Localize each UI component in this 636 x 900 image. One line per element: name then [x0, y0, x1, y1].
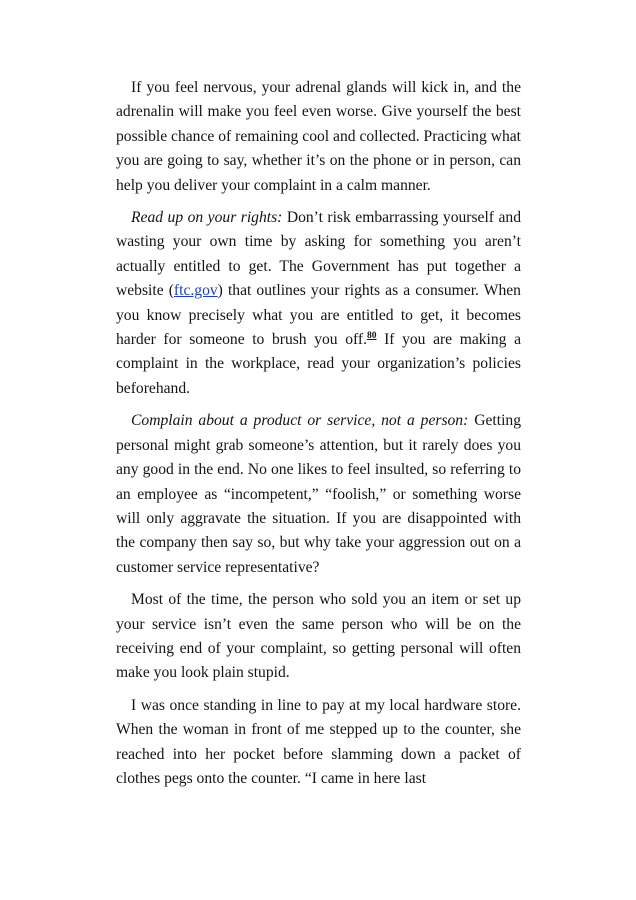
paragraph-lead-heading: Complain about a product or service, not a person:	[131, 412, 469, 430]
footnote-reference[interactable]: 80	[367, 330, 377, 341]
paragraph-hardware-store	[116, 694, 521, 792]
paragraph-text: I was once standing in line to pay at my local hardware store. When the woman in front of me stepped up to the counter, she reached into her pocket before slamming down a packet of clothes pegs onto the counter. “I came in here last	[116, 696, 521, 787]
paragraph-most-of-the-time	[116, 588, 521, 686]
paragraph-text: If you are making a complaint in the workplace, read your organization’s policies beforehand.	[116, 331, 521, 397]
paragraph-read-up-on-rights	[116, 206, 521, 401]
paragraph-lead-heading: Read up on your rights:	[131, 209, 283, 227]
paragraph-text: Getting personal might grab someone’s attention, but it rarely does you any good in the end. No one likes to feel insulted, so referring to an employee as “incompetent,” “foolish,” or something worse will only aggravate the situation. If you are disappointed with the company then say so, but why take your aggression out on a customer service representative?	[116, 412, 521, 576]
paragraph-text: ) that outlines your rights as a consumer. When you know precisely what you are entitled to get, it becomes harder for someone to brush you off.	[116, 282, 521, 349]
paragraph-text: If you feel nervous, your adrenal glands will kick in, and the adrenalin will make you feel even worse. Give yourself the best possible chance of remaining cool and collected. Practicing what you are going to say, whether it’s on the phone or in person, can help you deliver your complaint in a calm manner.	[116, 79, 521, 194]
document-page	[116, 76, 521, 799]
paragraph-complain-about-product	[116, 409, 521, 580]
ftc-link[interactable]: ftc.gov	[173, 282, 218, 300]
paragraph-text: Don’t risk embarrassing yourself and wasting your own time by asking for something you aren’t actually entitled to get. The Government has put together a website (	[116, 209, 522, 300]
paragraph-nervous	[116, 76, 521, 198]
paragraph-text: Most of the time, the person who sold you an item or set up your service isn’t even the same person who will be on the receiving end of your complaint, so getting personal will often make you look plain stupid.	[116, 591, 521, 682]
